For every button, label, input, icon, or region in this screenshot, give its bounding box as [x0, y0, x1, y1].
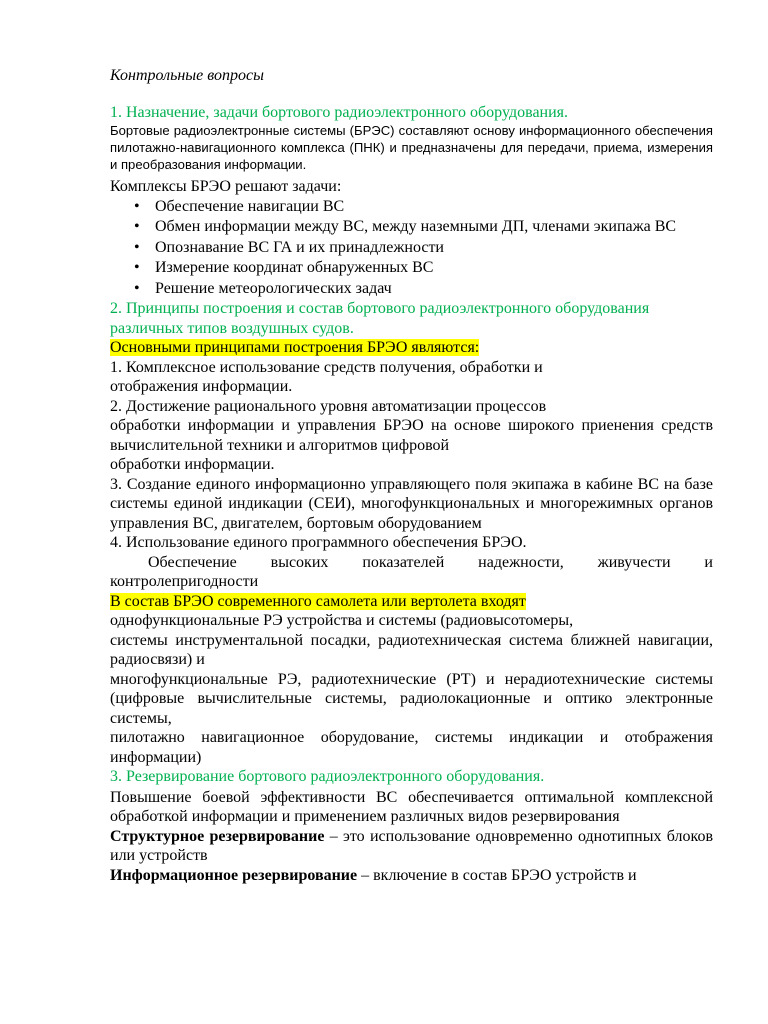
section-1-heading: 1. Назначение, задачи бортового радиоэлектронного оборудования. [110, 103, 569, 121]
composition-2: системы инструментальной посадки, радиотехническая система ближней навигации, радиосвязи) и [110, 631, 713, 668]
list-item: • Измерение координат обнаруженных ВС [155, 258, 713, 279]
section-3-intro: Повышение боевой эффективности ВС обеспечивается оптимальной комплексной обработкой информации и применением различных видов резервирования [110, 788, 713, 825]
section-1-intro: Бортовые радиоэлектронные системы (БРЭС) составляют основу информационного обеспечения пилотажно-навигационного комплекса (ПНК) и предназначены для передачи, приема, измерения и преобразования информации. [110, 123, 713, 172]
tasks-list [110, 197, 713, 300]
structural-text: – это использование одновременно однотипных блоков или устройств [110, 827, 714, 864]
list-item: • Опознавание ВС ГА и их принадлежности [155, 238, 713, 259]
principles-label: Основными принципами построения БРЭО являются: [110, 339, 480, 356]
tasks-label: Комплексы БРЭО решают задачи: [110, 178, 342, 195]
composition-1: однофункциональные РЭ устройства и системы (радиовысотомеры, [110, 612, 574, 629]
principle-3: 3. Создание единого информационно управляющего поля экипажа в кабине ВС на базе системы единой индикации (СЕИ), многофункциональных и многорежимных органов управления ВС, двигателем, бортовым оборудованием [110, 475, 713, 532]
information-reservation [110, 866, 713, 886]
section-3-heading: 3. Резервирование бортового радиоэлектронного оборудования. [110, 768, 545, 785]
information-term: Информационное резервирование [110, 866, 358, 884]
principle-1: 1. Комплексное использование средств получения, обработки и [110, 358, 543, 376]
principle-2: 2. Достижение рационального уровня автоматизации процессов [110, 397, 547, 415]
information-text: – включение в состав БРЭО устройств и [357, 866, 637, 884]
principle-5: Обеспечение высоких показателей надежности, живучести и контролепригодности [110, 553, 713, 590]
document-page [110, 66, 713, 885]
list-item: • Решение метеорологических задач [155, 279, 713, 300]
list-item: • Обмен информации между ВС, между наземными ДП, членами экипажа ВС [155, 217, 713, 238]
composition-4: пилотажно навигационное оборудование, системы индикации и отображения информации) [110, 729, 713, 766]
principle-1-cont: отображения информации. [110, 378, 293, 395]
section-2-heading: 2. Принципы построения и состав бортового радиоэлектронного оборудования различных типов воздушных судов. [110, 300, 650, 337]
structural-reservation [110, 827, 713, 866]
page-title: Контрольные вопросы [110, 67, 264, 84]
principle-2-cont: обработки информации и управления БРЭО на основе широкого приенения средств вычислительной техники и алгоритмов цифровой [110, 417, 713, 454]
structural-term: Структурное резервирование [110, 827, 325, 845]
principle-4: 4. Использование единого программного обеспечения БРЭО. [110, 534, 527, 551]
composition-3: многофункциональные РЭ, радиотехнические (РТ) и нерадиотехнические системы (цифровые вычислительные системы, радиолокационные и оптико электронные системы, [110, 670, 713, 727]
principle-2-end: обработки информации. [110, 456, 275, 473]
composition-label: В состав БРЭО современного самолета или вертолета входят [110, 592, 526, 610]
list-item: • Обеспечение навигации ВС [155, 197, 713, 218]
